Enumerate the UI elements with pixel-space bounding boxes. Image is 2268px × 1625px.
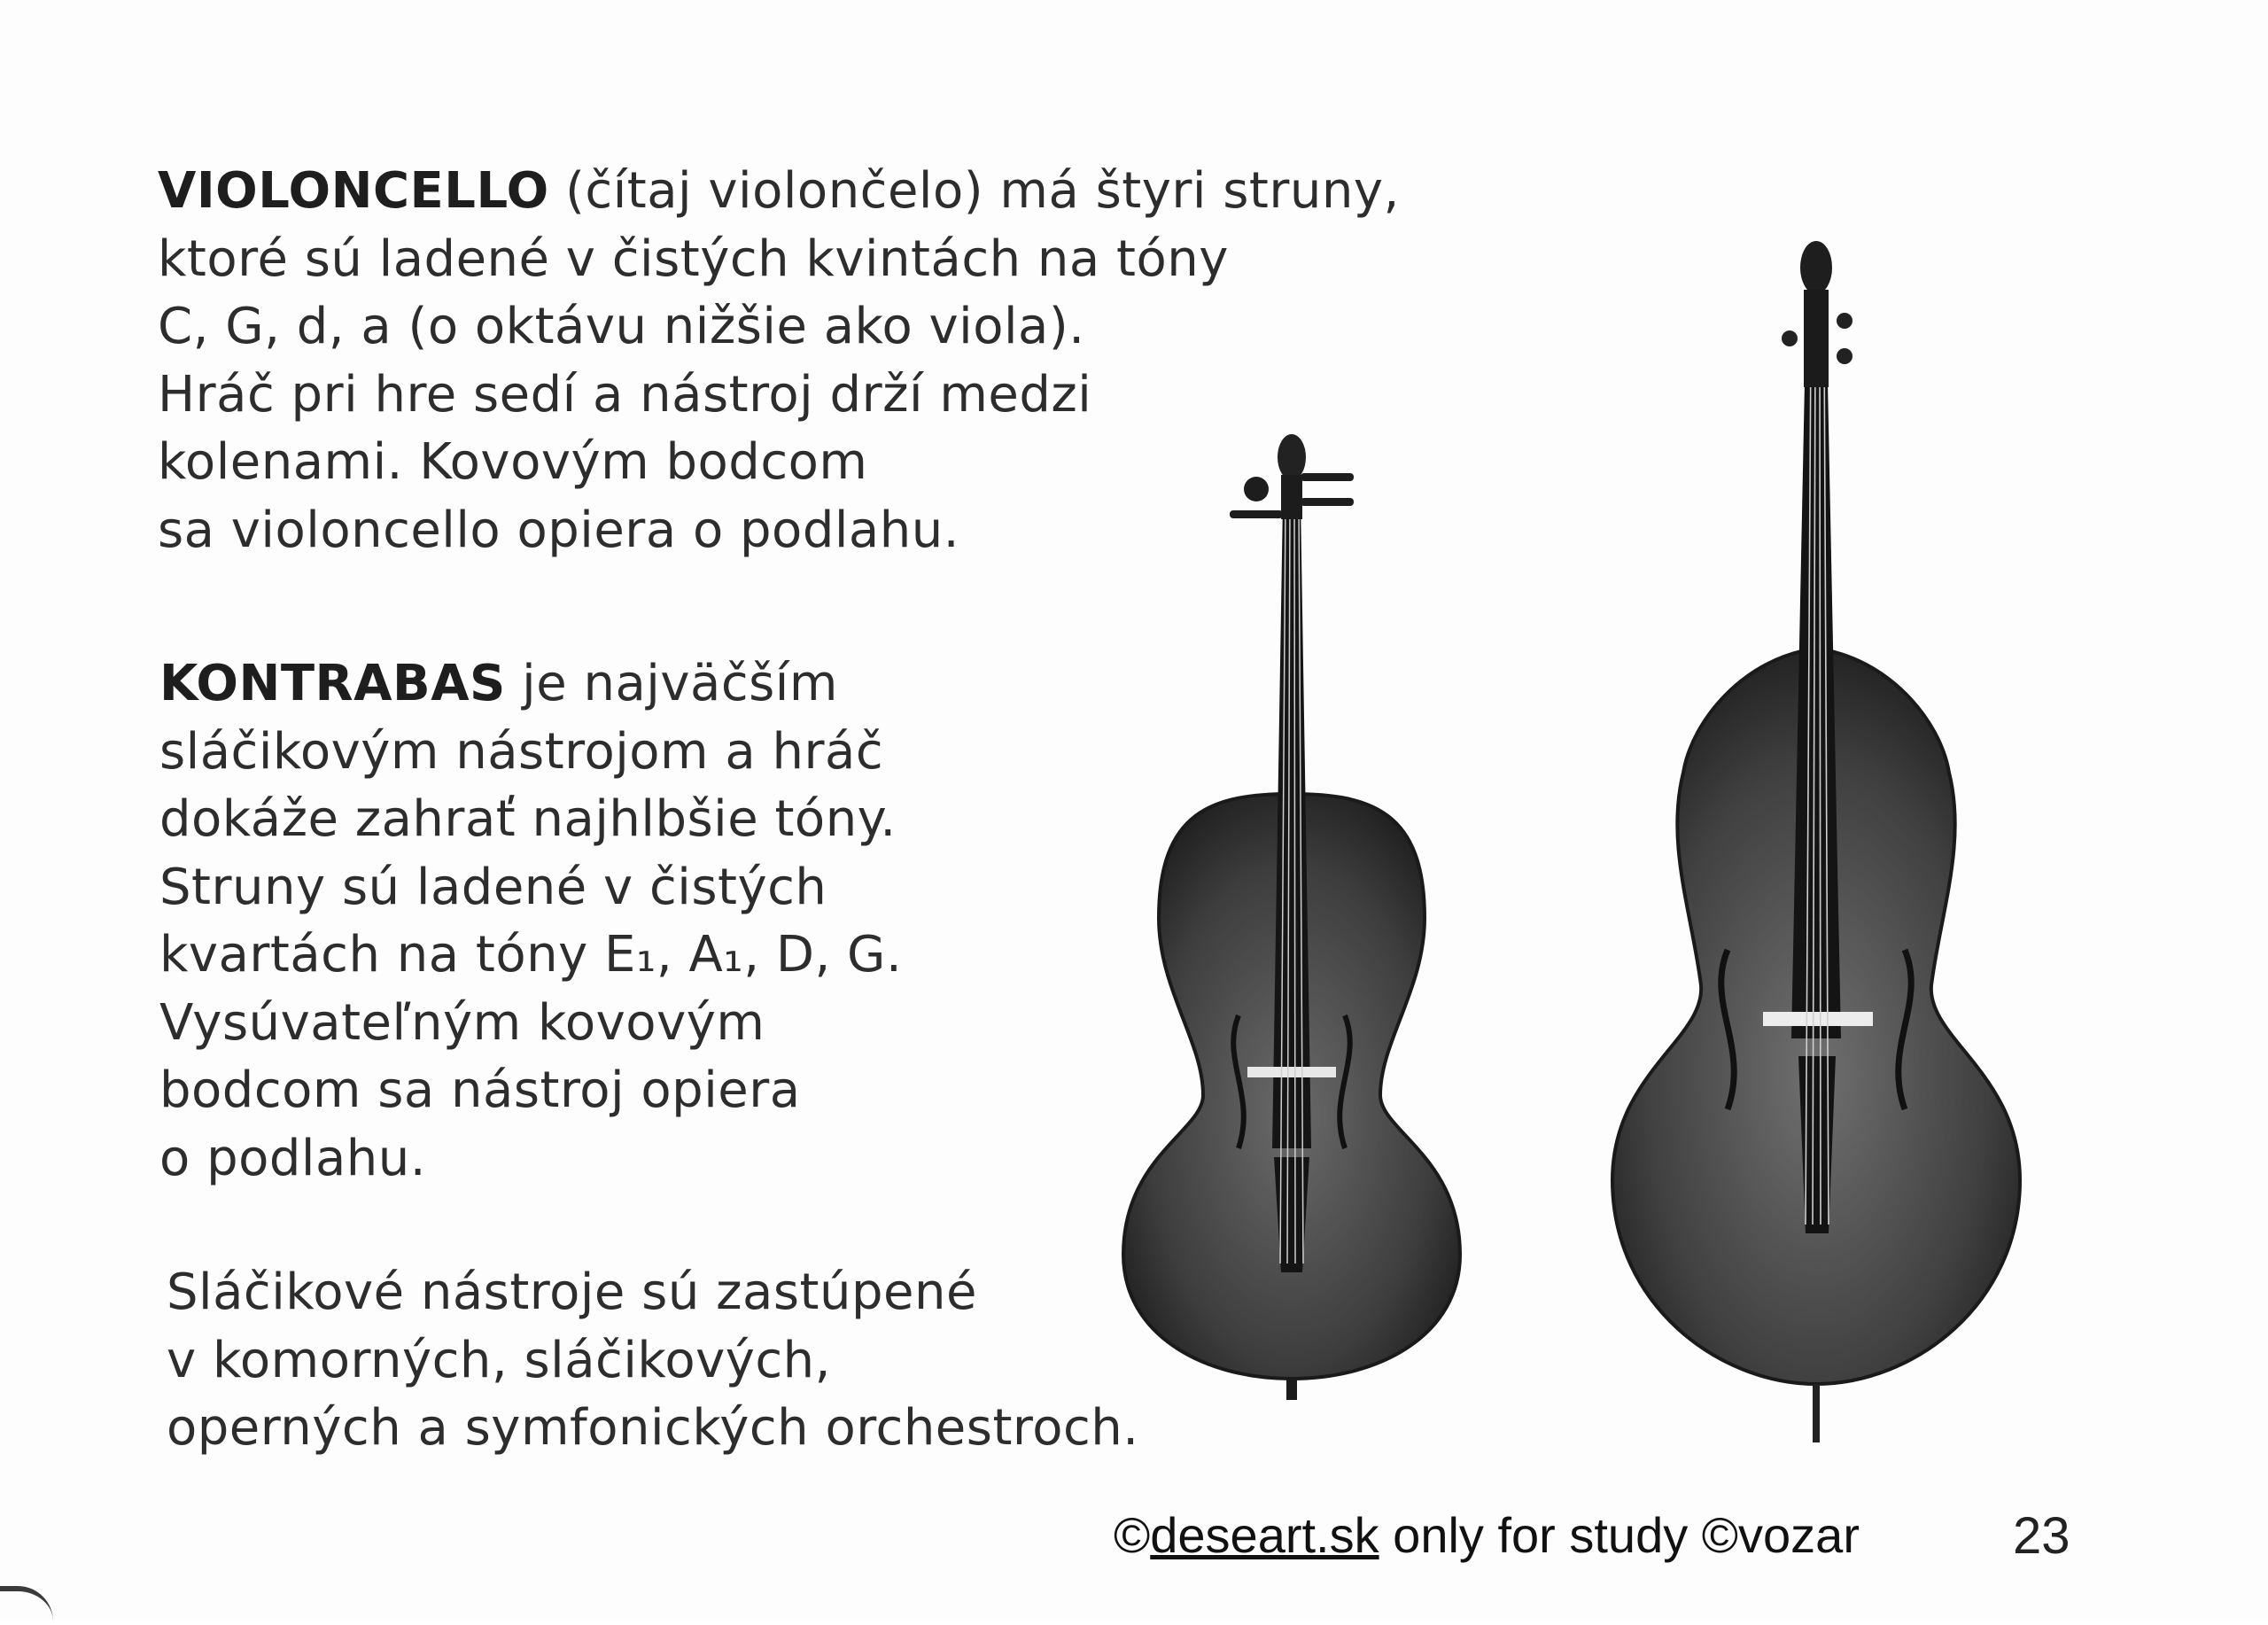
kontrabas-image: [1595, 241, 2038, 1446]
paragraph-line: sláčikovým nástrojom a hráč: [159, 722, 884, 781]
term-violoncello: VIOLONCELLO: [158, 162, 549, 220]
paragraph-line: o podlahu.: [159, 1129, 427, 1187]
paragraph-line: v komorných, sláčikových,: [167, 1331, 831, 1389]
paragraph-kontrabas: [159, 650, 902, 1193]
paragraph-line: VIOLONCELLO (čítaj violončelo) má štyri struny,: [158, 162, 1400, 220]
paragraph-line: Struny sú ladené v čistých: [159, 858, 827, 916]
paragraph-line: sa violoncello opiera o podlahu.: [158, 501, 960, 559]
deseart-link[interactable]: deseart.sk: [1150, 1507, 1379, 1563]
paragraph-line: Vysúvateľným kovovým: [159, 993, 765, 1052]
violoncello-image: [1106, 422, 1478, 1403]
paragraph-line: dokáže zahrať najhlbšie tóny.: [159, 790, 897, 848]
paragraph-line: C, G, d, a (o oktávu nižšie ako viola).: [158, 298, 1085, 355]
paragraph-line: bodcom sa nástroj opiera: [159, 1061, 801, 1119]
paragraph-line: kolenami. Kovovým bodcom: [158, 433, 868, 491]
paragraph-line: Sláčikové nástroje sú zastúpené: [167, 1263, 977, 1321]
paragraph-line: ktoré sú ladené v čistých kvintách na tóny: [158, 229, 1229, 288]
paragraph-line: kvartách na tóny E₁, A₁, D, G.: [159, 926, 903, 984]
page-corner-edge: [0, 1586, 53, 1625]
term-kontrabas: KONTRABAS: [159, 655, 506, 712]
paragraph-line: operných a symfonických orchestroch.: [167, 1399, 1139, 1457]
page-number: 23: [2013, 1507, 2070, 1565]
paragraph-line: KONTRABAS je najväčším: [159, 655, 838, 712]
paragraph-closing: [167, 1259, 1139, 1463]
paragraph-line: Hráč pri hre sedí a nástroj drží medzi: [158, 365, 1092, 424]
copyright-notice: ©deseart.sk only for study ©vozar: [1114, 1507, 1860, 1563]
